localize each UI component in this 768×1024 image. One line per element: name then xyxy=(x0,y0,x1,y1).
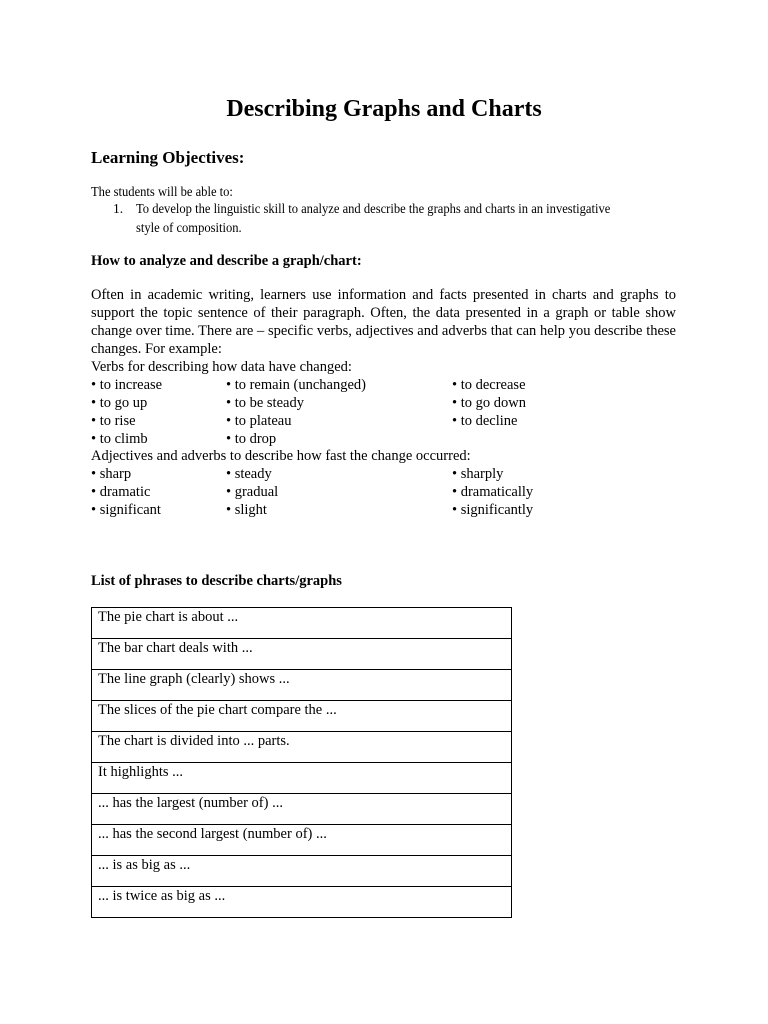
adjectives-row xyxy=(91,483,691,501)
objective-text-line-1: To develop the linguistic skill to analyze and describe the graphs and charts in an investigative xyxy=(136,201,611,216)
phrase-cell: The chart is divided into ... parts. xyxy=(92,732,512,763)
adjective-item: • sharply xyxy=(452,466,504,482)
adjective-item: • gradual xyxy=(226,484,279,500)
verb-item: • to drop xyxy=(226,431,277,447)
adjective-item: • significantly xyxy=(452,502,534,518)
adjective-item: • dramatic xyxy=(91,484,151,500)
phrase-cell: ... is as big as ... xyxy=(92,856,512,887)
verbs-row xyxy=(91,412,691,430)
learning-objectives-heading: Learning Objectives: xyxy=(91,148,245,167)
adjectives-heading: Adjectives and adverbs to describe how fast the change occurred: xyxy=(91,448,471,464)
phrase-cell: The line graph (clearly) shows ... xyxy=(92,670,512,701)
adjective-item: • slight xyxy=(226,502,267,518)
adjectives-row xyxy=(91,501,691,519)
page-title: Describing Graphs and Charts xyxy=(226,96,542,122)
table-row xyxy=(92,670,512,701)
verb-item: • to remain (unchanged) xyxy=(226,377,366,393)
verb-item: • to decrease xyxy=(452,377,526,393)
verbs-row xyxy=(91,394,691,412)
phrases-table xyxy=(91,607,512,918)
phrase-cell: The pie chart is about ... xyxy=(92,608,512,639)
verb-item: • to go down xyxy=(452,395,526,411)
phrases-heading: List of phrases to describe charts/graphs xyxy=(91,573,342,589)
table-row xyxy=(92,639,512,670)
objectives-list xyxy=(113,200,683,237)
intro-paragraph: Often in academic writing, learners use information and facts presented in charts and graphs to support the topic sentence of their paragraph. Often, the data presented in a graph or table show change over time. There are – specific verbs, adjectives and adverbs that can help you describe these changes. For example: xyxy=(91,287,676,357)
adjective-item: • steady xyxy=(226,466,272,482)
objectives-intro: The students will be able to: xyxy=(91,184,233,199)
adjective-item: • dramatically xyxy=(452,484,534,500)
table-row xyxy=(92,856,512,887)
adjective-item: • significant xyxy=(91,502,161,518)
phrase-cell: It highlights ... xyxy=(92,763,512,794)
table-row xyxy=(92,794,512,825)
phrase-cell: ... is twice as big as ... xyxy=(92,887,512,918)
phrase-cell: The bar chart deals with ... xyxy=(92,639,512,670)
verbs-heading: Verbs for describing how data have changed: xyxy=(91,359,352,375)
table-row xyxy=(92,608,512,639)
table-row xyxy=(92,732,512,763)
table-row xyxy=(92,825,512,856)
verbs-row xyxy=(91,430,691,448)
objective-item xyxy=(113,200,683,237)
adjective-item: • sharp xyxy=(91,466,132,482)
table-row xyxy=(92,887,512,918)
phrase-cell: The slices of the pie chart compare the ... xyxy=(92,701,512,732)
phrase-cell: ... has the largest (number of) ... xyxy=(92,794,512,825)
verb-item: • to increase xyxy=(91,377,163,393)
adjectives-row xyxy=(91,465,691,483)
table-row xyxy=(92,701,512,732)
objective-text-line-2: style of composition. xyxy=(136,219,242,235)
verb-item: • to be steady xyxy=(226,395,304,411)
how-to-heading: How to analyze and describe a graph/chart: xyxy=(91,253,362,269)
verb-item: • to go up xyxy=(91,395,148,411)
objective-number: 1. xyxy=(113,201,124,216)
verb-item: • to decline xyxy=(452,413,518,429)
verbs-row xyxy=(91,376,691,394)
verb-item: • to climb xyxy=(91,431,148,447)
table-row xyxy=(92,763,512,794)
phrase-cell: ... has the second largest (number of) ... xyxy=(92,825,512,856)
verb-item: • to plateau xyxy=(226,413,292,429)
verb-item: • to rise xyxy=(91,413,136,429)
